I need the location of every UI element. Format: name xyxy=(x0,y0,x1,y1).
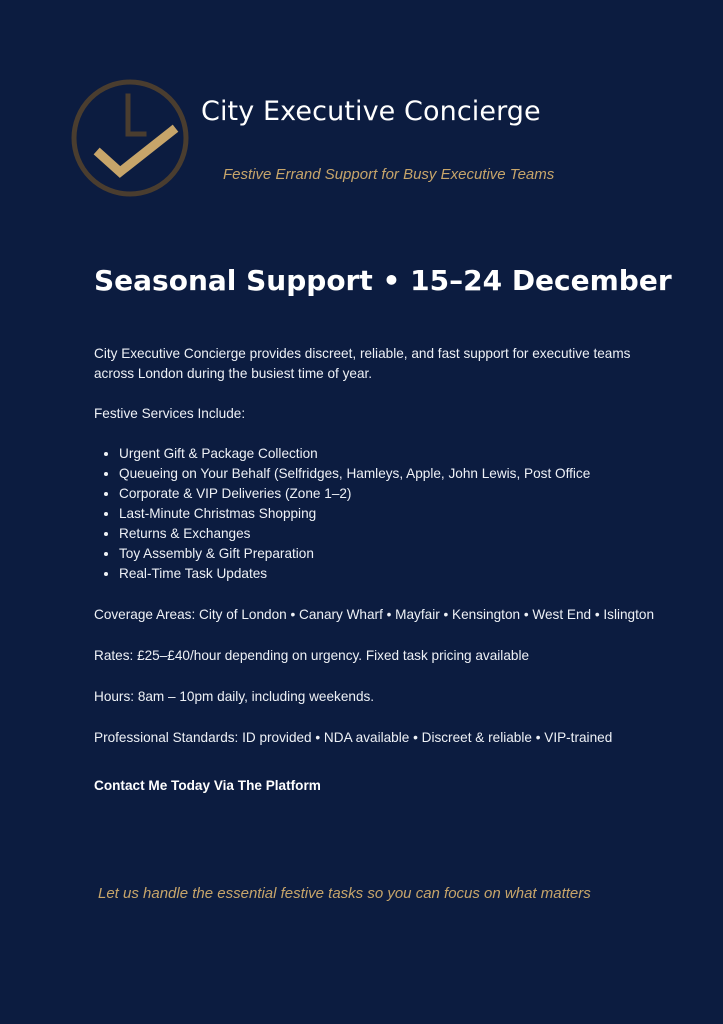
intro-paragraph: City Executive Concierge provides discreet, reliable, and fast support for executive teams across London during the busiest time of year. xyxy=(94,346,631,381)
flyer-content xyxy=(94,344,654,796)
professional-standards: Professional Standards: ID provided • NDA available • Discreet & reliable • VIP-trained xyxy=(94,730,613,745)
rates-text: Rates: £25–£40/hour depending on urgency. Fixed task pricing available xyxy=(94,648,530,663)
service-item: Toy Assembly & Gift Preparation xyxy=(104,544,654,564)
service-item: Last-Minute Christmas Shopping xyxy=(104,504,654,524)
service-item: Corporate & VIP Deliveries (Zone 1–2) xyxy=(104,484,654,504)
hours-text: Hours: 8am – 10pm daily, including weekends. xyxy=(94,689,375,704)
service-item: Urgent Gift & Package Collection xyxy=(104,444,654,464)
footer-tagline: Let us handle the essential festive tasks so you can focus on what matters xyxy=(98,885,591,902)
contact-call-to-action: Contact Me Today Via The Platform xyxy=(94,778,321,793)
service-item: Returns & Exchanges xyxy=(104,524,654,544)
services-list xyxy=(94,444,654,584)
page-headline: Seasonal Support • 15–24 December xyxy=(94,264,672,297)
service-item: Real-Time Task Updates xyxy=(104,564,654,584)
coverage-areas: Coverage Areas: City of London • Canary Wharf • Mayfair • Kensington • West End • Islington xyxy=(94,607,655,622)
brand-title: City Executive Concierge xyxy=(201,96,541,127)
service-item: Queueing on Your Behalf (Selfridges, Hamleys, Apple, John Lewis, Post Office xyxy=(104,464,654,484)
services-label: Festive Services Include: xyxy=(94,406,246,421)
brand-tagline: Festive Errand Support for Busy Executive Teams xyxy=(223,166,555,183)
clock-check-icon xyxy=(70,78,190,198)
